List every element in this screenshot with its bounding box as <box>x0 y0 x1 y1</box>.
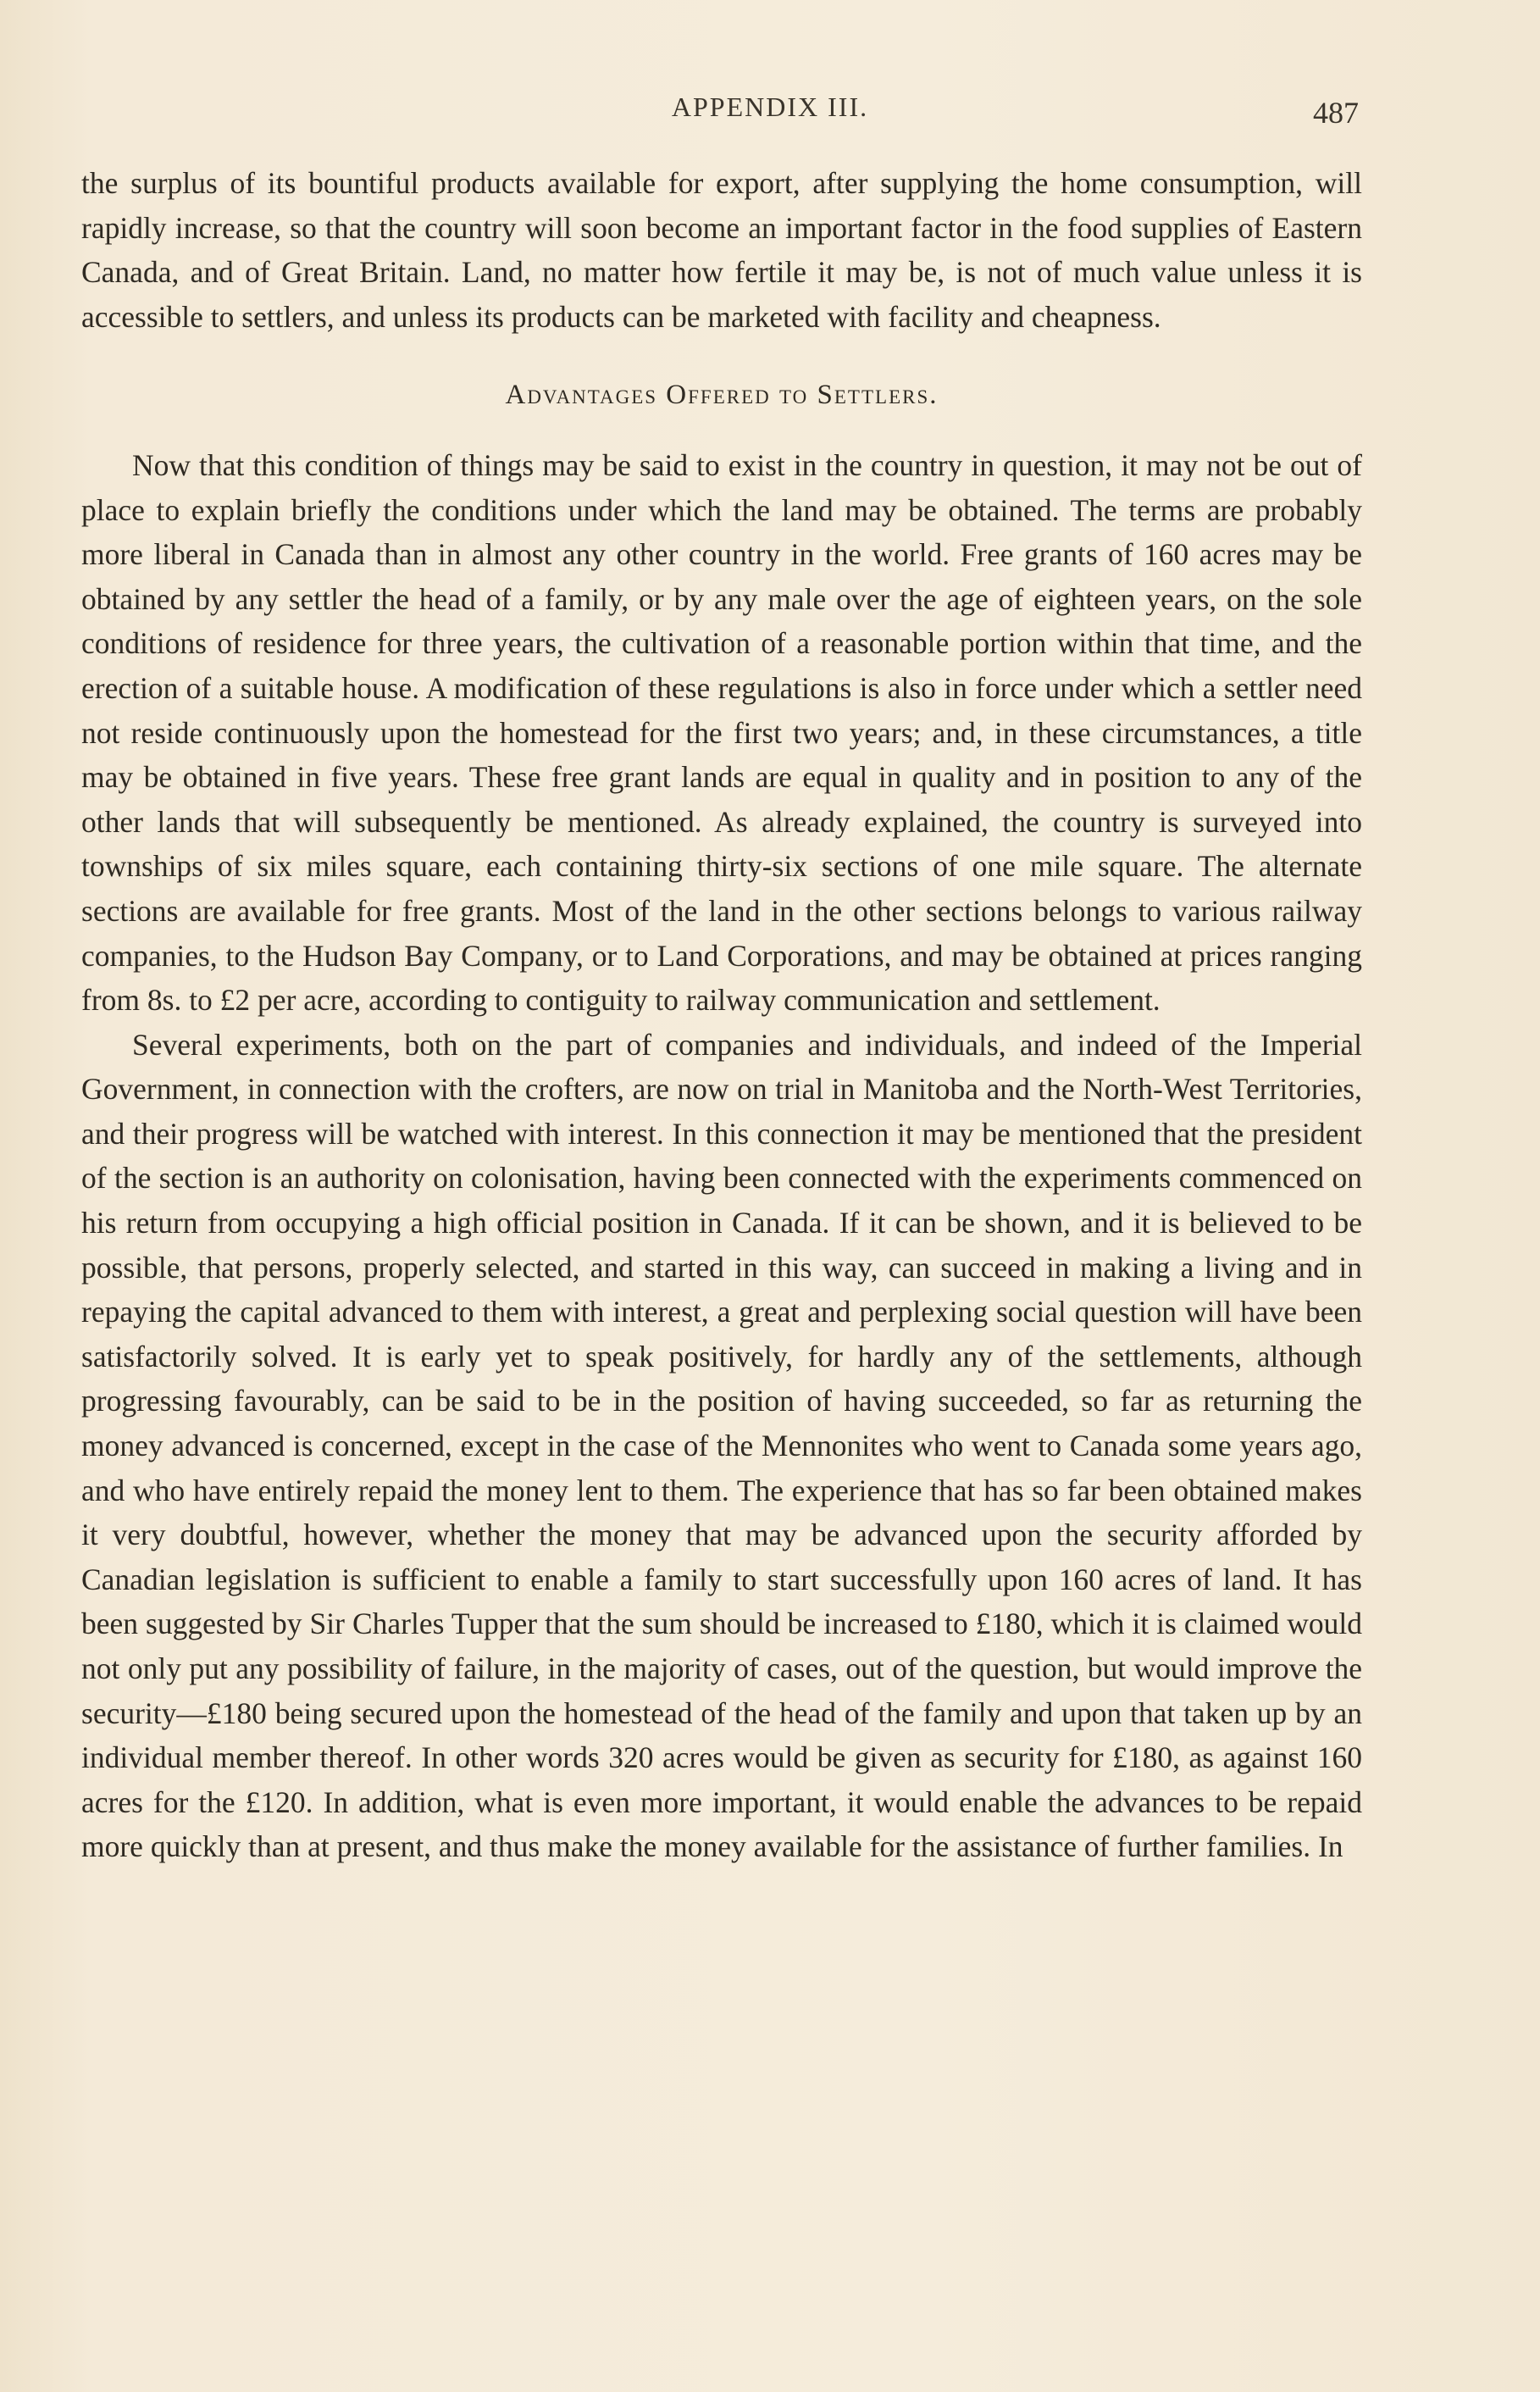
body-text <box>81 161 1362 1869</box>
paragraph-conditions: Now that this condition of things may be said to exist in the country in question, it may not be out of place to explain briefly the conditions under which the land may be obtained. The terms are probably more liberal in Canada than in almost any other country in the world. Free grants of 160 acres may be obtained by any settler the head of a family, or by any male over the age of eighteen years, on the sole conditions of residence for three years, the cultivation of a reasonable portion within that time, and the erection of a suitable house. A modification of these regulations is also in force under which a settler need not reside continuously upon the homestead for the first two years; and, in these circumstances, a title may be obtained in five years. These free grant lands are equal in quality and in position to any of the other lands that will subsequently be mentioned. As already explained, the country is surveyed into townships of six miles square, each containing thirty-six sections of one mile square. The alternate sections are available for free grants. Most of the land in the other sections belongs to various railway companies, to the Hudson Bay Company, or to Land Corporations, and may be obtained at prices ranging from 8s. to £2 per acre, according to contiguity to railway communication and settlement. <box>81 447 1362 1018</box>
page-number: 487 <box>1313 96 1359 130</box>
running-header <box>0 92 1540 134</box>
paragraph-continuation: the surplus of its bountiful products available for export, after supplying the home consumption, will rapidly increase, so that the country will soon become an important factor in the food supplies of Eastern Canada, and of Great Britain. Land, no matter how fertile it may be, is not of much value unless it is accessible to settlers, and unless its products can be marketed with facility and cheapness. <box>81 166 1362 334</box>
section-heading: Advantages Offered to Settlers. <box>505 380 939 411</box>
paragraph-experiments: Several experiments, both on the part of companies and individuals, and indeed of the Imperial Government, in connection with the crofters, are now on trial in Manitoba and the North-West Territories, and their progress will be watched with interest. In this connection it may be mentioned that the president of the section is an authority on colonisation, having been connected with the experiments commenced on his return from occupying a high official position in Canada. If it can be shown, and it is believed to be possible, that persons, properly selected, and started in this way, can succeed in making a living and in repaying the capital advanced to them with interest, a great and perplexing social question will have been satisfactorily solved. It is early yet to speak positively, for hardly any of the settlements, although progressing favourably, can be said to be in the position of having succeeded, so far as returning the money advanced is concerned, except in the case of the Mennonites who went to Canada some years ago, and who have entirely repaid the money lent to them. The experience that has so far been obtained makes it very doubtful, however, whether the money that may be advanced upon the security afforded by Canadian legislation is sufficient to enable a family to start successfully upon 160 acres of land. It has been suggested by Sir Charles Tupper that the sum should be increased to £180, which it is claimed would not only put any possibility of failure, in the majority of cases, out of the question, but would improve the security—£180 being secured upon the homestead of the head of the family and upon that taken up by an individual member thereof. In other words 320 acres would be given as security for £180, as against 160 acres for the £120. In addition, what is even more important, it would enable the advances to be repaid more quickly than at present, and thus make the money available for the assistance of further families. In <box>81 1027 1362 1864</box>
running-title: APPENDIX III. <box>671 92 869 122</box>
